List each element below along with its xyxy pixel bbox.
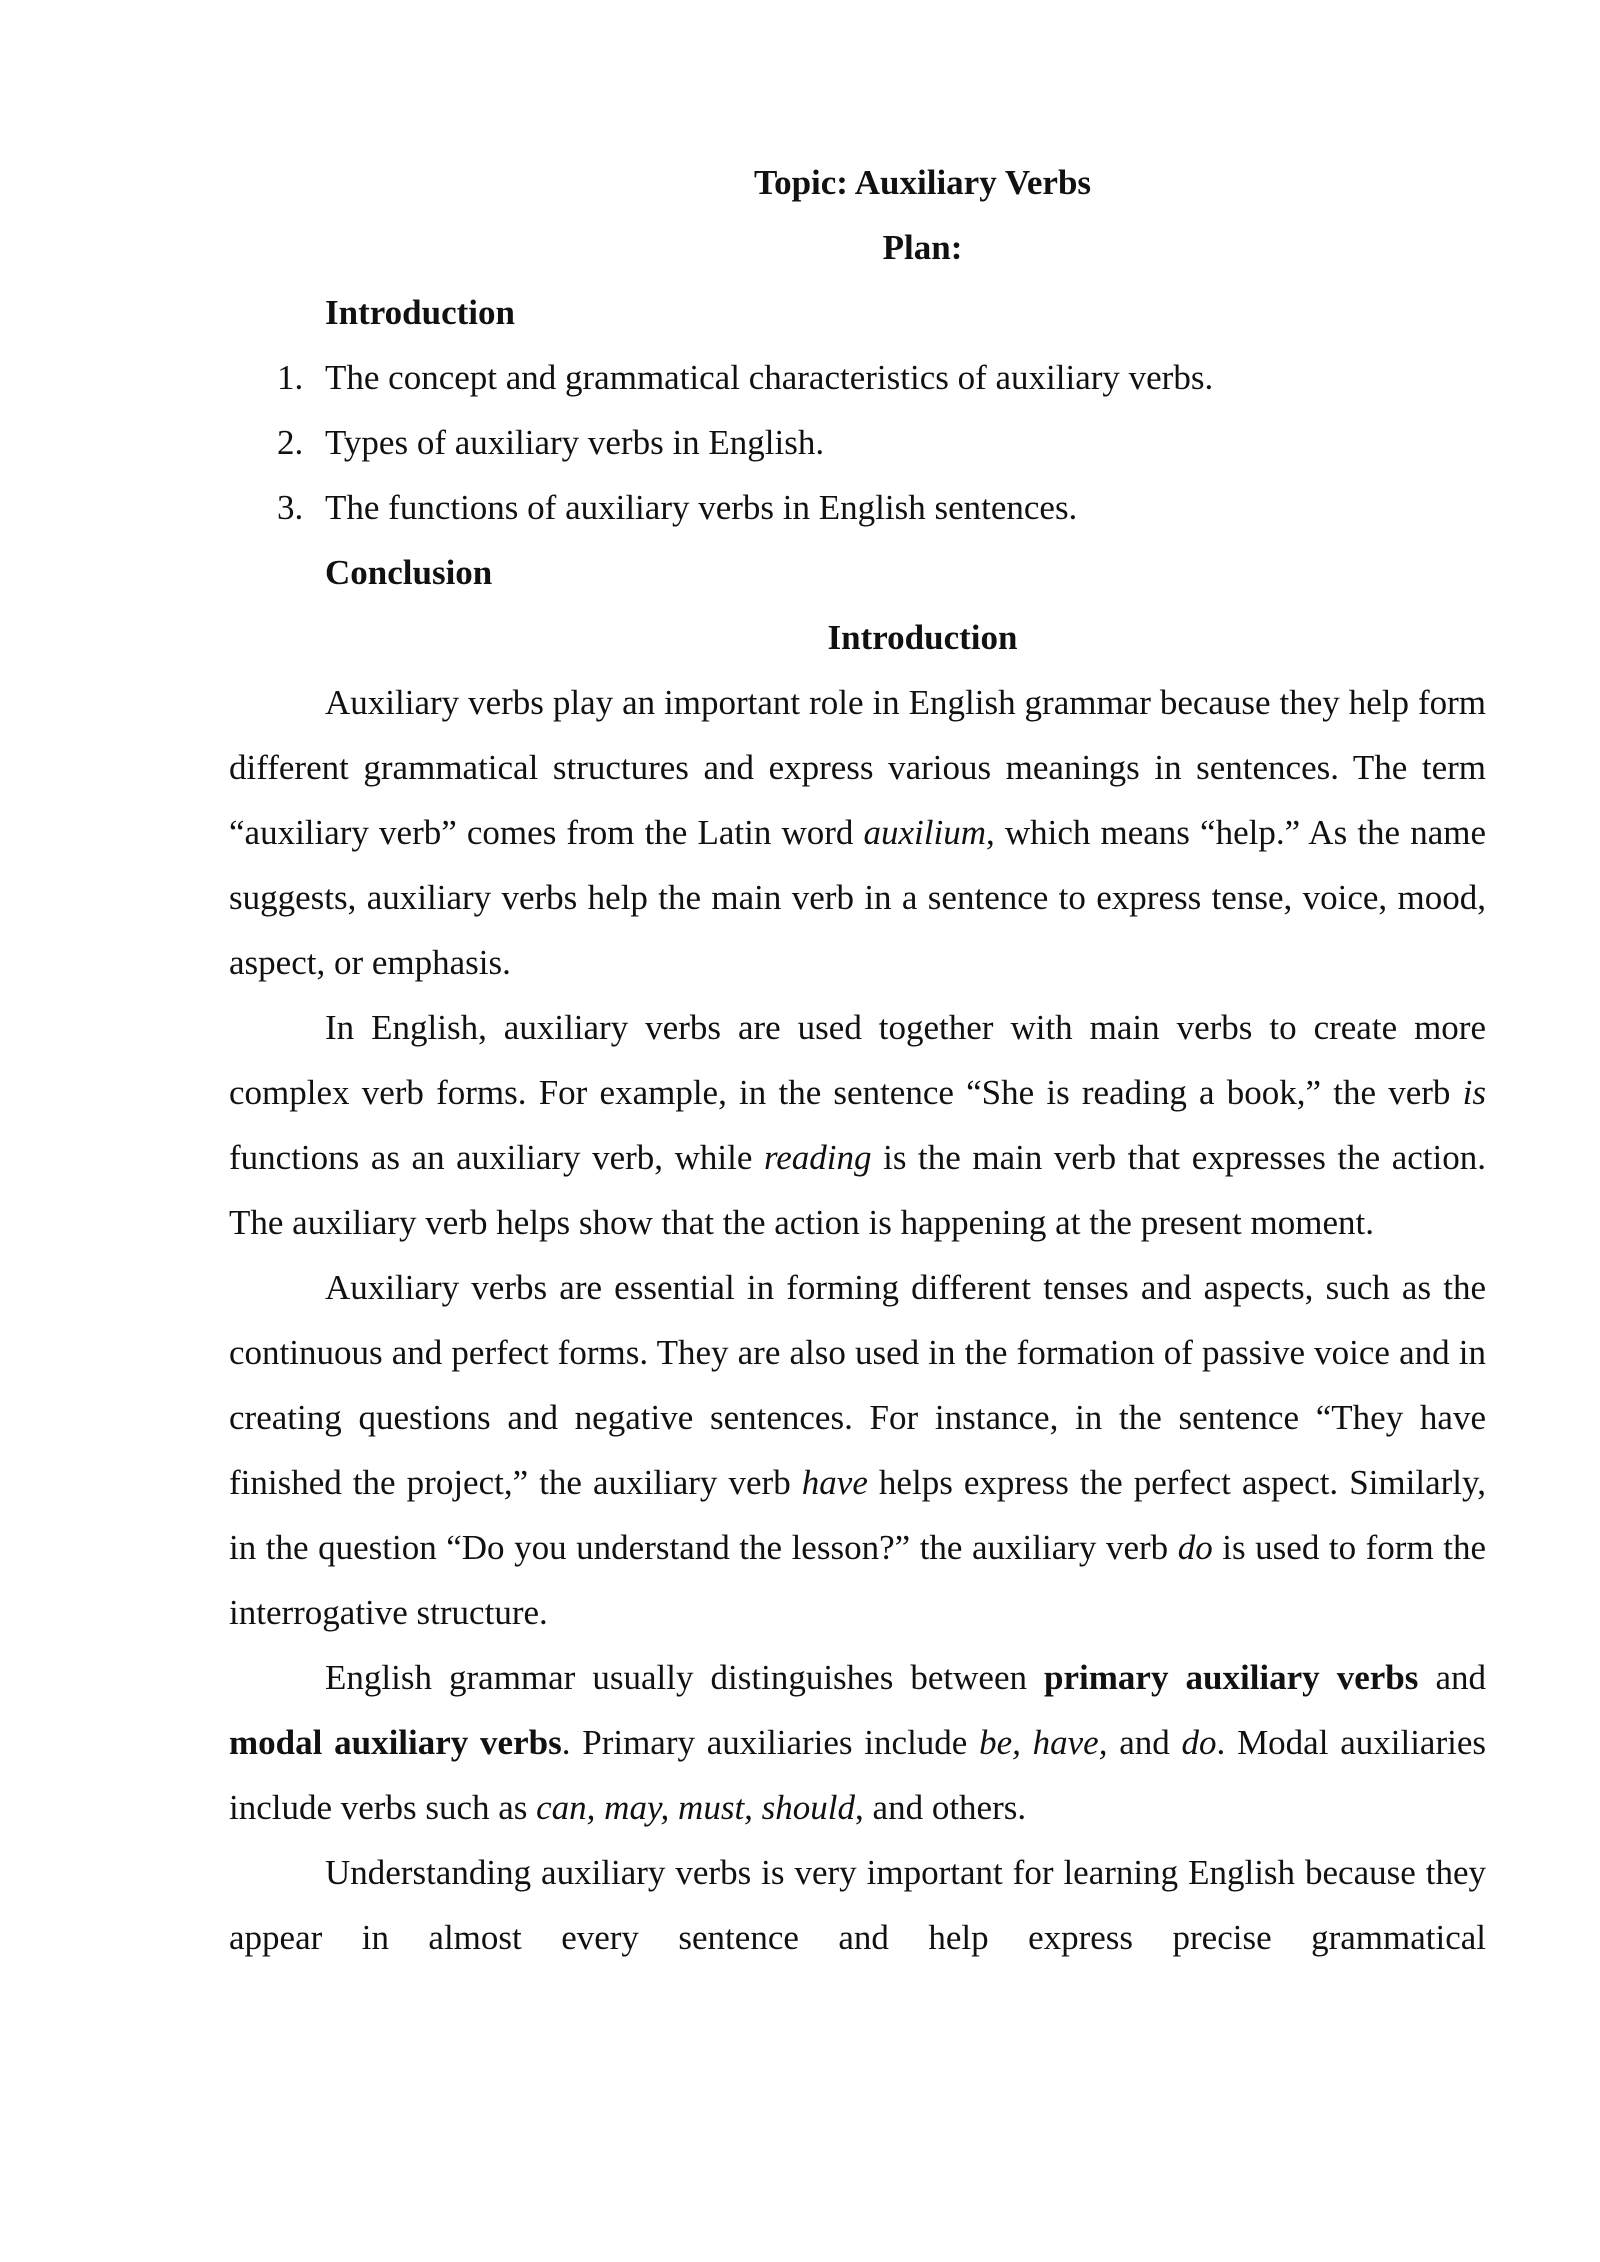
text-run: is used to form the interrogative structure.: [229, 1528, 1486, 1632]
text-run: and: [1418, 1658, 1486, 1697]
plan-item-number: 2.: [277, 423, 304, 462]
document-title: Topic: Auxiliary Verbs: [753, 163, 1092, 202]
italic-term: be, have,: [979, 1723, 1108, 1762]
italic-term: auxilium: [863, 813, 986, 852]
paragraph-1: [229, 670, 1486, 995]
text-run: Auxiliary verbs are essential in forming different tenses and aspects, such as the continuous and perfect forms. They are also used in the formation of passive voice and in creating questions and negative sentences. For instance, in the sentence “They have finished the project,” the auxiliary verb: [229, 1268, 1486, 1502]
text-run: helps express the perfect aspect. Similarly, in the question “Do you understand the lesson?” the auxiliary verb: [229, 1463, 1486, 1567]
text-run: . Primary auxiliaries include: [561, 1723, 980, 1762]
text-run: Auxiliary verbs play an important role in English grammar because they help form different grammatical structures and express various meanings in sentences. The term “auxiliary verb” comes from the Latin word: [229, 683, 1486, 852]
italic-term: reading: [763, 1138, 872, 1177]
paragraph-5: [229, 1840, 1486, 1970]
paragraph-2: [229, 995, 1486, 1255]
paragraph-4: [229, 1645, 1486, 1840]
plan-item-text: The functions of auxiliary verbs in English sentences.: [325, 488, 1078, 527]
plan-item-number: 1.: [277, 358, 304, 397]
italic-term: have: [801, 1463, 868, 1502]
plan-heading: Plan:: [882, 228, 963, 267]
plan-conclusion-label: Conclusion: [325, 553, 493, 592]
italic-term: can, may, must, should: [536, 1788, 856, 1827]
document-content: [229, 150, 1486, 1970]
bold-term: primary auxiliary verbs: [1044, 1658, 1419, 1697]
text-run: , which means “help.” As the name suggests, auxiliary verbs help the main verb in a sentence to express tense, voice, mood, aspect, or emphasis.: [229, 813, 1486, 982]
plan-introduction-label: Introduction: [325, 293, 515, 332]
plan-item-text: The concept and grammatical characteristics of auxiliary verbs.: [325, 358, 1214, 397]
section-heading: Introduction: [827, 618, 1018, 657]
text-run: . Modal auxiliaries include verbs such as: [229, 1723, 1486, 1827]
plan-list: [229, 345, 1486, 540]
text-run: In English, auxiliary verbs are used together with main verbs to create more complex verb forms. For example, in the sentence “She is reading a book,” the verb: [229, 1008, 1486, 1112]
plan-list-item: [229, 345, 1486, 410]
text-run: Understanding auxiliary verbs is very important for learning English because they appear in almost every sentence and help express precise grammatical: [229, 1853, 1486, 1957]
paragraph-3: [229, 1255, 1486, 1645]
italic-term: is: [1462, 1073, 1486, 1112]
text-run: and: [1107, 1723, 1182, 1762]
text-run: , and others.: [855, 1788, 1027, 1827]
plan-list-item: [229, 410, 1486, 475]
plan-item-number: 3.: [277, 488, 304, 527]
italic-term: do: [1181, 1723, 1217, 1762]
text-run: is the main verb that expresses the action. The auxiliary verb helps show that the action is happening at the present moment.: [229, 1138, 1486, 1242]
plan-item-text: Types of auxiliary verbs in English.: [325, 423, 825, 462]
plan-list-item: [229, 475, 1486, 540]
text-run: functions as an auxiliary verb, while: [229, 1138, 764, 1177]
text-run: English grammar usually distinguishes between: [325, 1658, 1045, 1697]
italic-term: do: [1177, 1528, 1213, 1567]
bold-term: modal auxiliary verbs: [229, 1723, 562, 1762]
